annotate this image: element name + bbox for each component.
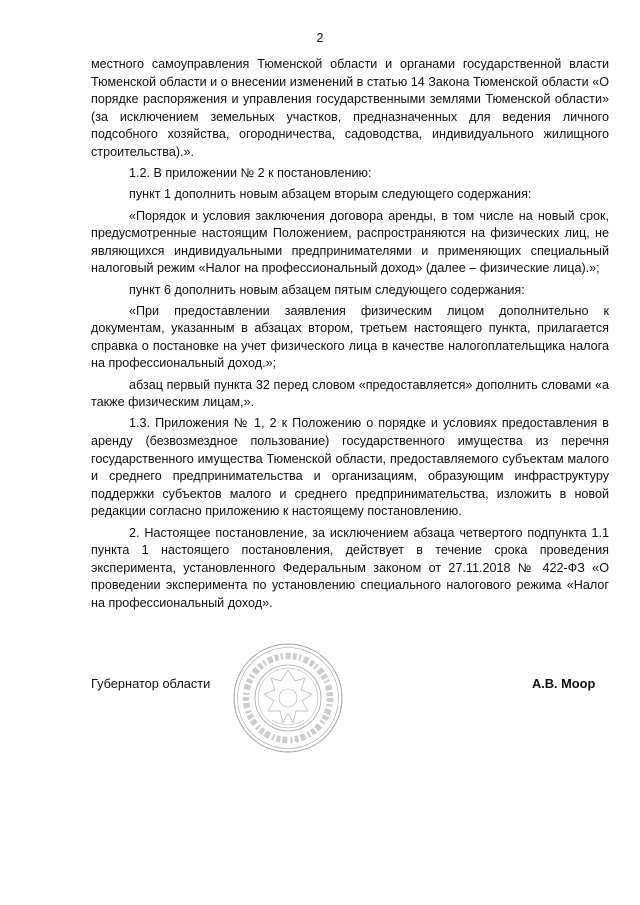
signatory-position: Губернатор области	[91, 676, 211, 691]
paragraph-1-2: 1.2. В приложении № 2 к постановлению:	[129, 166, 372, 181]
paragraph-2: 2. Настоящее постановление, за исключением абзаца четвертого подпункта 1.1 пункта 1 настоящего постановления, действует в течение срока проведения эксперимента, установленного Федеральным законом от 27.11.2018 № 422-ФЗ «О проведении эксперимента по установлению специального налогового режима «Налог на профессиональный доход».	[91, 525, 609, 610]
paragraph-1-3: 1.3. Приложения № 1, 2 к Положению о порядке и условиях предоставления в аренду (безвозмездное пользование) государственного имущества из перечня государственного имущества Тюменской области, предоставляемого субъектам малого и среднего предпринимательства и организациям, образующим инфраструктуру поддержки субъектов малого и среднего предпринимательства, изложить в новой редакции согласно приложению к настоящему постановлению.	[91, 416, 609, 519]
document-body	[91, 56, 609, 616]
paragraph-item-1: пункт 1 дополнить новым абзацем вторым следующего содержания:	[129, 187, 532, 202]
paragraph-quote-1: «Порядок и условия заключения договора аренды, в том числе на новый срок, предусмотренные настоящим Положением, распространяются на физических лиц, не являющихся индивидуальными предпринимателями и применяющих специальный налоговый режим «Налог на профессиональный доход» (далее – физические лица).»;	[91, 208, 609, 276]
paragraph-continuation: местного самоуправления Тюменской области и органами государственной власти Тюменской области и о внесении изменений в статью 14 Закона Тюменской области «О порядке распоряжения и управления государственными землями Тюменской области» (за исключением земельных участков, предназначенных для ведения личного подсобного хозяйства, огородничества, садоводства, индивидуального жилищного строительства).».	[91, 57, 609, 159]
page-number: 2	[316, 31, 324, 45]
paragraph-item-32: абзац первый пункта 32 перед словом «предоставляется» дополнить словами «а также физическим лицам,».	[91, 377, 609, 410]
paragraph-item-6: пункт 6 дополнить новым абзацем пятым следующего содержания:	[129, 282, 525, 297]
paragraph-quote-2: «При предоставлении заявления физическим лицом дополнительно к документам, указанным в абзацах втором, третьем настоящего пункта, прилагается справка о постановке на учет физического лица в качестве налогоплательщика налога на профессиональный доход.»;	[91, 303, 609, 371]
signatory-name: А.В. Моор	[532, 676, 596, 691]
official-seal-icon	[232, 642, 344, 754]
